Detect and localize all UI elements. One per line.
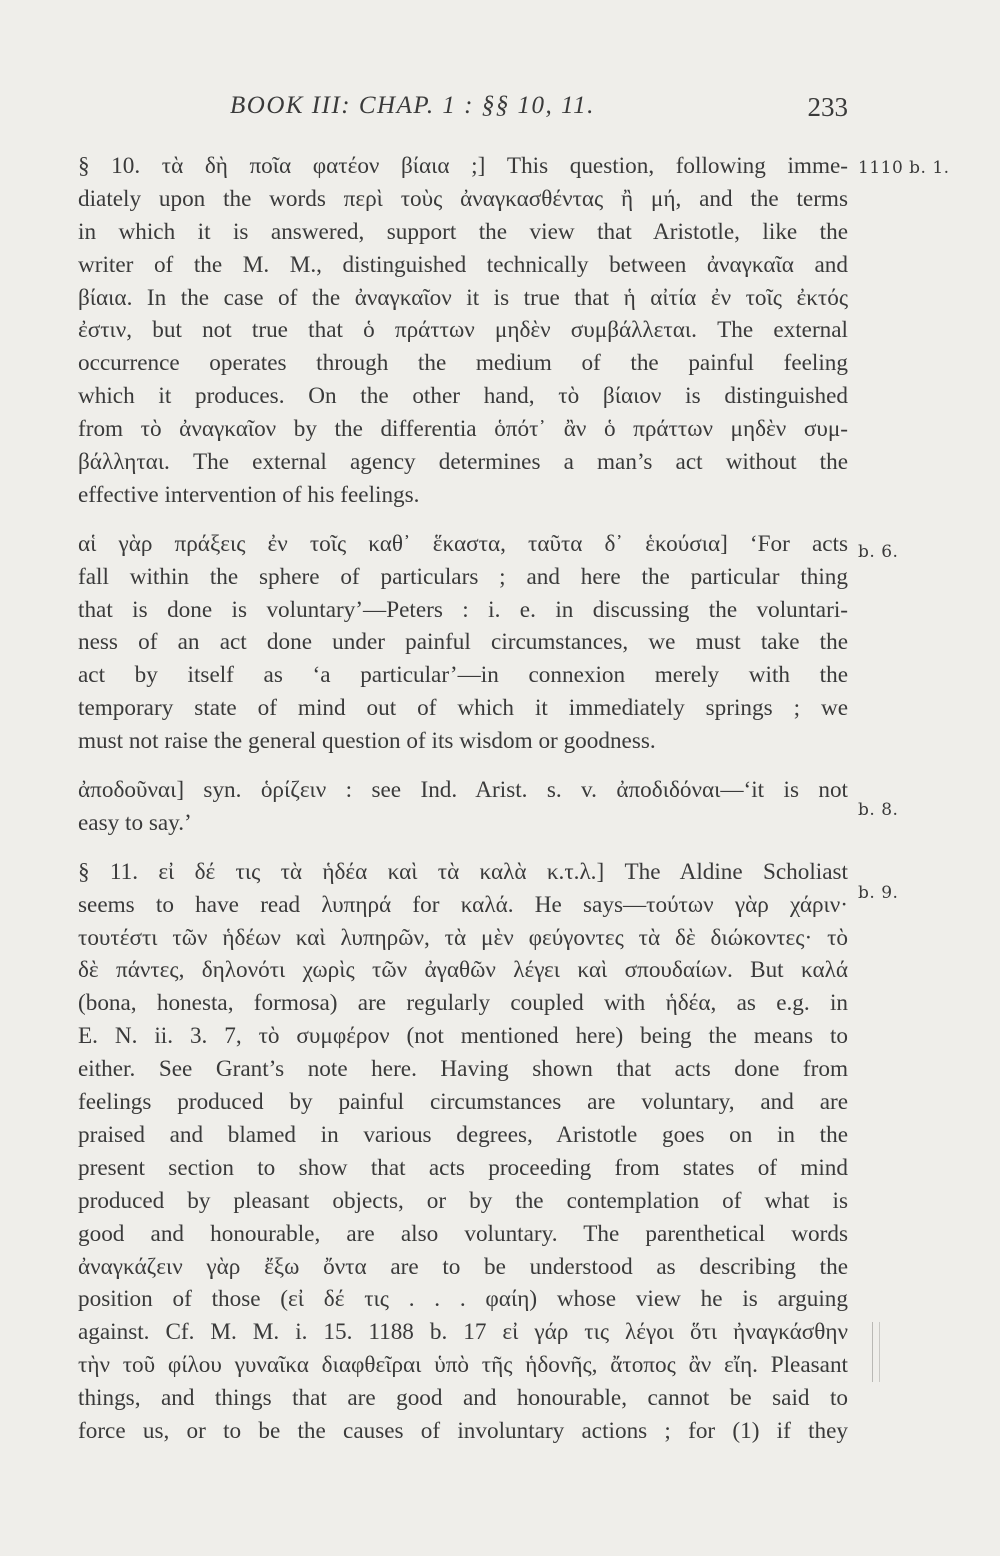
- text-line: ἀποδοῦναι] syn. ὁρίζειν : see Ind. Arist. s. v. ἀποδιδόναι—‘it is not: [78, 777, 848, 804]
- text-line: αἱ γὰρ πράξεις ἐν τοῖς καθ᾽ ἕκαστα, ταῦτα δ᾽ ἑκούσια] ‘For acts: [78, 530, 848, 557]
- text-line: in which it is answered, support the view that Aristotle, like the: [78, 218, 848, 245]
- paragraph-apodounai: [78, 774, 848, 840]
- text-line: produced by pleasant objects, or by the contemplation of what is: [78, 1187, 848, 1214]
- text-line: temporary state of mind out of which it immediately springs ; we: [78, 695, 848, 722]
- text-line: must not raise the general question of its wisdom or goodness.: [78, 728, 656, 755]
- text-line: good and honourable, are also voluntary. The parenthetical words: [78, 1220, 848, 1247]
- text-line: τουτέστι τῶν ἡδέων καὶ λυπηρῶν, τὰ μὲν φεύγοντες τὰ δὲ διώκοντες· τὸ: [78, 924, 848, 951]
- text-line: easy to say.’: [78, 809, 192, 836]
- page-number: 233: [807, 92, 848, 122]
- text-line: δὲ πάντες, δηλονότι χωρὶς τῶν ἀγαθῶν λέγει καὶ σπουδαίων. But καλά: [78, 957, 848, 984]
- running-head: [78, 92, 848, 132]
- margin-reference: b. 6.: [858, 542, 899, 562]
- text-line: force us, or to be the causes of involuntary actions ; for (1) if they: [78, 1417, 848, 1444]
- text-line: from τὸ ἀναγκαῖον by the differentia ὁπότ᾽ ἂν ὁ πράττων μηδὲν συμ-: [78, 416, 848, 443]
- text-line: effective intervention of his feelings.: [78, 481, 420, 508]
- text-line: diately upon the words περὶ τοὺς ἀναγκασθέντας ἢ μή, and the terms: [78, 185, 848, 212]
- pencil-margin-mark: [872, 1322, 880, 1382]
- text-line: τὴν τοῦ φίλου γυναῖκα διαφθεῖραι ὑπὸ τῆς ἡδονῆς, ἄτοπος ἂν εἴη. Pleasant: [78, 1352, 848, 1379]
- text-line: position of those (εἰ δέ τις . . . φαίη) whose view he is arguing: [78, 1286, 848, 1313]
- text-line: § 11. εἰ δέ τις τὰ ἡδέα καὶ τὰ καλὰ κ.τ.λ.] The Aldine Scholiast: [78, 858, 848, 885]
- paragraph-acts-particulars: [78, 528, 848, 758]
- margin-reference: b. 8.: [858, 800, 899, 820]
- text-line: against. Cf. M. M. i. 15. 1188 b. 17 εἰ γάρ τις λέγοι ὅτι ἠναγκάσθην: [78, 1319, 848, 1346]
- text-line: feelings produced by painful circumstances are voluntary, and are: [78, 1089, 848, 1116]
- text-line: writer of the M. M., distinguished technically between ἀναγκαῖα and: [78, 251, 848, 278]
- text-line: either. See Grant’s note here. Having shown that acts done from: [78, 1056, 848, 1083]
- text-line: § 10. τὰ δὴ ποῖα φατέον βίαια ;] This question, following imme-: [78, 153, 848, 179]
- margin-reference: 1110 b. 1.: [858, 158, 950, 178]
- text-line: present section to show that acts proceeding from states of mind: [78, 1154, 848, 1181]
- text-line: ἀναγκάζειν γὰρ ἔξω ὄντα are to be understood as describing the: [78, 1253, 848, 1280]
- running-title: BOOK III: CHAP. 1 : §§ 10, 11.: [230, 92, 595, 119]
- text-line: praised and blamed in various degrees, Aristotle goes on in the: [78, 1121, 848, 1148]
- text-line: ἐστιν, but not true that ὁ πράττων μηδὲν συμβάλλεται. The external: [78, 317, 848, 344]
- text-line: fall within the sphere of particulars ; and here the particular thing: [78, 563, 848, 590]
- text-line: βάλληται. The external agency determines a man’s act without the: [78, 449, 848, 476]
- text-line: βίαια. In the case of the ἀναγκαῖον it is true that ἡ αἰτία ἐν τοῖς ἐκτός: [78, 284, 848, 311]
- text-line: occurrence operates through the medium of the painful feeling: [78, 350, 848, 377]
- text-line: things, and things that are good and honourable, cannot be said to: [78, 1385, 848, 1412]
- text-line: which it produces. On the other hand, τὸ βίαιον is distinguished: [78, 383, 848, 410]
- text-line: E. N. ii. 3. 7, τὸ συμφέρον (not mentioned here) being the means to: [78, 1023, 848, 1050]
- text-line: (bona, honesta, formosa) are regularly coupled with ἡδέα, as e.g. in: [78, 990, 848, 1017]
- body-text: [78, 150, 848, 1464]
- text-line: seems to have read λυπηρά for καλά. He says—τούτων γὰρ χάριν·: [78, 891, 848, 918]
- paragraph-section-11: [78, 856, 848, 1448]
- paragraph-section-10: [78, 150, 848, 512]
- text-line: that is done is voluntary’—Peters : i. e. in discussing the voluntari-: [78, 596, 848, 623]
- text-line: ness of an act done under painful circumstances, we must take the: [78, 629, 848, 656]
- margin-reference: b. 9.: [858, 883, 899, 903]
- text-line: act by itself as ‘a particular’—in connexion merely with the: [78, 662, 848, 689]
